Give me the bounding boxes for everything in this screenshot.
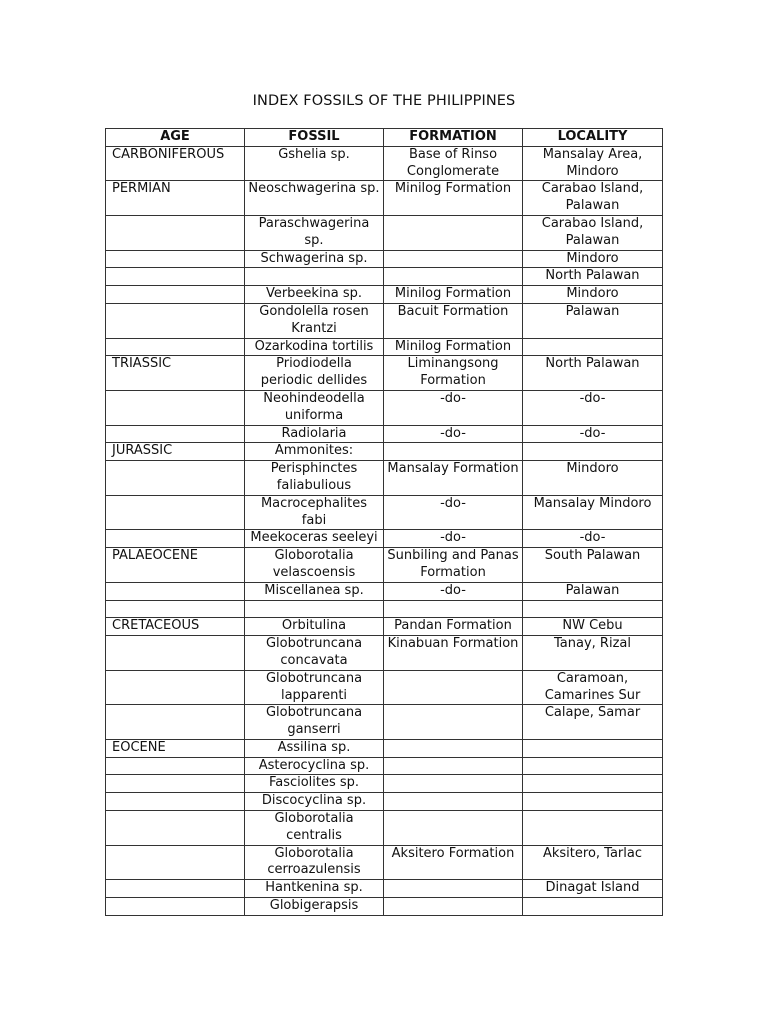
age-cell xyxy=(106,338,245,356)
fossil-cell: Paraschwagerina sp. xyxy=(245,215,384,250)
locality-cell: -do- xyxy=(523,390,663,425)
table-row xyxy=(106,618,663,636)
locality-cell xyxy=(523,775,663,793)
formation-cell: -do- xyxy=(384,582,523,600)
formation-cell: Aksitero Formation xyxy=(384,845,523,880)
locality-cell: Mansalay Area, Mindoro xyxy=(523,146,663,181)
fossil-cell: Ozarkodina tortilis xyxy=(245,338,384,356)
table-row xyxy=(106,898,663,916)
formation-cell xyxy=(384,739,523,757)
formation-cell xyxy=(384,250,523,268)
table-row xyxy=(106,286,663,304)
locality-cell: Palawan xyxy=(523,303,663,338)
table-row xyxy=(106,600,663,618)
table-row xyxy=(106,390,663,425)
formation-cell: -do- xyxy=(384,425,523,443)
fossil-cell: Gondolella rosen Krantzi xyxy=(245,303,384,338)
locality-cell xyxy=(523,739,663,757)
table-row xyxy=(106,775,663,793)
locality-cell: North Palawan xyxy=(523,268,663,286)
age-cell xyxy=(106,636,245,671)
table-row xyxy=(106,757,663,775)
age-cell xyxy=(106,461,245,496)
fossil-cell: Ammonites: xyxy=(245,443,384,461)
locality-cell: Dinagat Island xyxy=(523,880,663,898)
fossil-cell: Priodiodella periodic dellides xyxy=(245,356,384,391)
locality-cell: Palawan xyxy=(523,582,663,600)
fossil-cell xyxy=(245,600,384,618)
locality-cell: Aksitero, Tarlac xyxy=(523,845,663,880)
locality-cell xyxy=(523,793,663,811)
locality-cell xyxy=(523,443,663,461)
locality-cell: Calape, Samar xyxy=(523,705,663,740)
locality-cell: Tanay, Rizal xyxy=(523,636,663,671)
fossil-cell: Orbitulina xyxy=(245,618,384,636)
age-cell xyxy=(106,303,245,338)
locality-cell xyxy=(523,338,663,356)
fossil-cell xyxy=(245,268,384,286)
age-cell xyxy=(106,845,245,880)
locality-cell xyxy=(523,757,663,775)
table-row xyxy=(106,548,663,583)
age-cell: PERMIAN xyxy=(106,181,245,216)
fossil-cell: Schwagerina sp. xyxy=(245,250,384,268)
table-row xyxy=(106,425,663,443)
age-cell xyxy=(106,390,245,425)
fossil-cell: Radiolaria xyxy=(245,425,384,443)
age-cell: CARBONIFEROUS xyxy=(106,146,245,181)
table-row xyxy=(106,443,663,461)
table-row xyxy=(106,461,663,496)
age-cell: CRETACEOUS xyxy=(106,618,245,636)
formation-cell xyxy=(384,443,523,461)
table-row xyxy=(106,495,663,530)
locality-cell: Mansalay Mindoro xyxy=(523,495,663,530)
formation-cell xyxy=(384,268,523,286)
formation-cell xyxy=(384,600,523,618)
table-header-row xyxy=(106,129,663,147)
formation-cell: Mansalay Formation xyxy=(384,461,523,496)
age-cell xyxy=(106,670,245,705)
fossil-cell: Hantkenina sp. xyxy=(245,880,384,898)
locality-cell: Carabao Island, Palawan xyxy=(523,215,663,250)
age-cell xyxy=(106,811,245,846)
age-cell xyxy=(106,600,245,618)
locality-cell: North Palawan xyxy=(523,356,663,391)
fossil-cell: Globotruncana ganserri xyxy=(245,705,384,740)
age-cell: JURASSIC xyxy=(106,443,245,461)
table-row xyxy=(106,636,663,671)
locality-cell: Mindoro xyxy=(523,250,663,268)
locality-cell: -do- xyxy=(523,530,663,548)
fossil-cell: Globorotalia centralis xyxy=(245,811,384,846)
age-cell: EOCENE xyxy=(106,739,245,757)
fossil-cell: Meekoceras seeleyi xyxy=(245,530,384,548)
table-row xyxy=(106,845,663,880)
formation-cell: Kinabuan Formation xyxy=(384,636,523,671)
fossil-cell: Assilina sp. xyxy=(245,739,384,757)
table-row xyxy=(106,739,663,757)
fossil-cell: Globotruncana concavata xyxy=(245,636,384,671)
formation-cell xyxy=(384,793,523,811)
formation-cell: -do- xyxy=(384,495,523,530)
table-row xyxy=(106,880,663,898)
fossil-cell: Macrocephalites fabi xyxy=(245,495,384,530)
fossil-cell: Verbeekina sp. xyxy=(245,286,384,304)
locality-cell: Carabao Island, Palawan xyxy=(523,181,663,216)
table-row xyxy=(106,582,663,600)
fossil-cell: Asterocyclina sp. xyxy=(245,757,384,775)
formation-cell: Minilog Formation xyxy=(384,181,523,216)
locality-cell xyxy=(523,811,663,846)
age-cell xyxy=(106,793,245,811)
fossil-cell: Fasciolites sp. xyxy=(245,775,384,793)
locality-cell: Caramoan, Camarines Sur xyxy=(523,670,663,705)
formation-cell xyxy=(384,215,523,250)
header-age: AGE xyxy=(106,129,245,147)
header-fossil: FOSSIL xyxy=(245,129,384,147)
locality-cell: South Palawan xyxy=(523,548,663,583)
age-cell: PALAEOCENE xyxy=(106,548,245,583)
formation-cell xyxy=(384,757,523,775)
table-row xyxy=(106,338,663,356)
formation-cell: Minilog Formation xyxy=(384,286,523,304)
fossil-cell: Neohindeodella uniforma xyxy=(245,390,384,425)
age-cell xyxy=(106,425,245,443)
locality-cell xyxy=(523,600,663,618)
formation-cell: -do- xyxy=(384,390,523,425)
locality-cell: Mindoro xyxy=(523,461,663,496)
table-row xyxy=(106,530,663,548)
formation-cell: Sunbiling and Panas Formation xyxy=(384,548,523,583)
age-cell xyxy=(106,286,245,304)
age-cell xyxy=(106,898,245,916)
age-cell xyxy=(106,705,245,740)
table-row xyxy=(106,181,663,216)
fossil-cell: Discocyclina sp. xyxy=(245,793,384,811)
age-cell xyxy=(106,215,245,250)
locality-cell: Mindoro xyxy=(523,286,663,304)
header-formation: FORMATION xyxy=(384,129,523,147)
locality-cell: NW Cebu xyxy=(523,618,663,636)
formation-cell: -do- xyxy=(384,530,523,548)
table-row xyxy=(106,811,663,846)
table-row xyxy=(106,356,663,391)
fossil-cell: Globotruncana lapparenti xyxy=(245,670,384,705)
formation-cell: Bacuit Formation xyxy=(384,303,523,338)
age-cell xyxy=(106,775,245,793)
table-row xyxy=(106,793,663,811)
age-cell xyxy=(106,582,245,600)
table-row xyxy=(106,268,663,286)
formation-cell: Pandan Formation xyxy=(384,618,523,636)
formation-cell: Liminangsong Formation xyxy=(384,356,523,391)
fossil-cell: Globorotalia cerroazulensis xyxy=(245,845,384,880)
table-row xyxy=(106,146,663,181)
header-locality: LOCALITY xyxy=(523,129,663,147)
formation-cell xyxy=(384,670,523,705)
age-cell xyxy=(106,268,245,286)
fossil-cell: Neoschwagerina sp. xyxy=(245,181,384,216)
formation-cell xyxy=(384,880,523,898)
age-cell xyxy=(106,250,245,268)
age-cell xyxy=(106,530,245,548)
table-row xyxy=(106,215,663,250)
age-cell xyxy=(106,757,245,775)
formation-cell xyxy=(384,775,523,793)
fossils-table xyxy=(105,128,663,916)
fossil-cell: Gshelia sp. xyxy=(245,146,384,181)
formation-cell: Base of Rinso Conglomerate xyxy=(384,146,523,181)
fossil-cell: Miscellanea sp. xyxy=(245,582,384,600)
age-cell: TRIASSIC xyxy=(106,356,245,391)
table-row xyxy=(106,705,663,740)
age-cell xyxy=(106,495,245,530)
fossil-cell: Perisphinctes faliabulious xyxy=(245,461,384,496)
age-cell xyxy=(106,880,245,898)
formation-cell: Minilog Formation xyxy=(384,338,523,356)
locality-cell: -do- xyxy=(523,425,663,443)
page-title: INDEX FOSSILS OF THE PHILIPPINES xyxy=(252,93,516,109)
locality-cell xyxy=(523,898,663,916)
table-row xyxy=(106,670,663,705)
fossil-cell: Globorotalia velascoensis xyxy=(245,548,384,583)
table-row xyxy=(106,250,663,268)
table-row xyxy=(106,303,663,338)
formation-cell xyxy=(384,898,523,916)
formation-cell xyxy=(384,705,523,740)
formation-cell xyxy=(384,811,523,846)
fossil-cell: Globigerapsis xyxy=(245,898,384,916)
